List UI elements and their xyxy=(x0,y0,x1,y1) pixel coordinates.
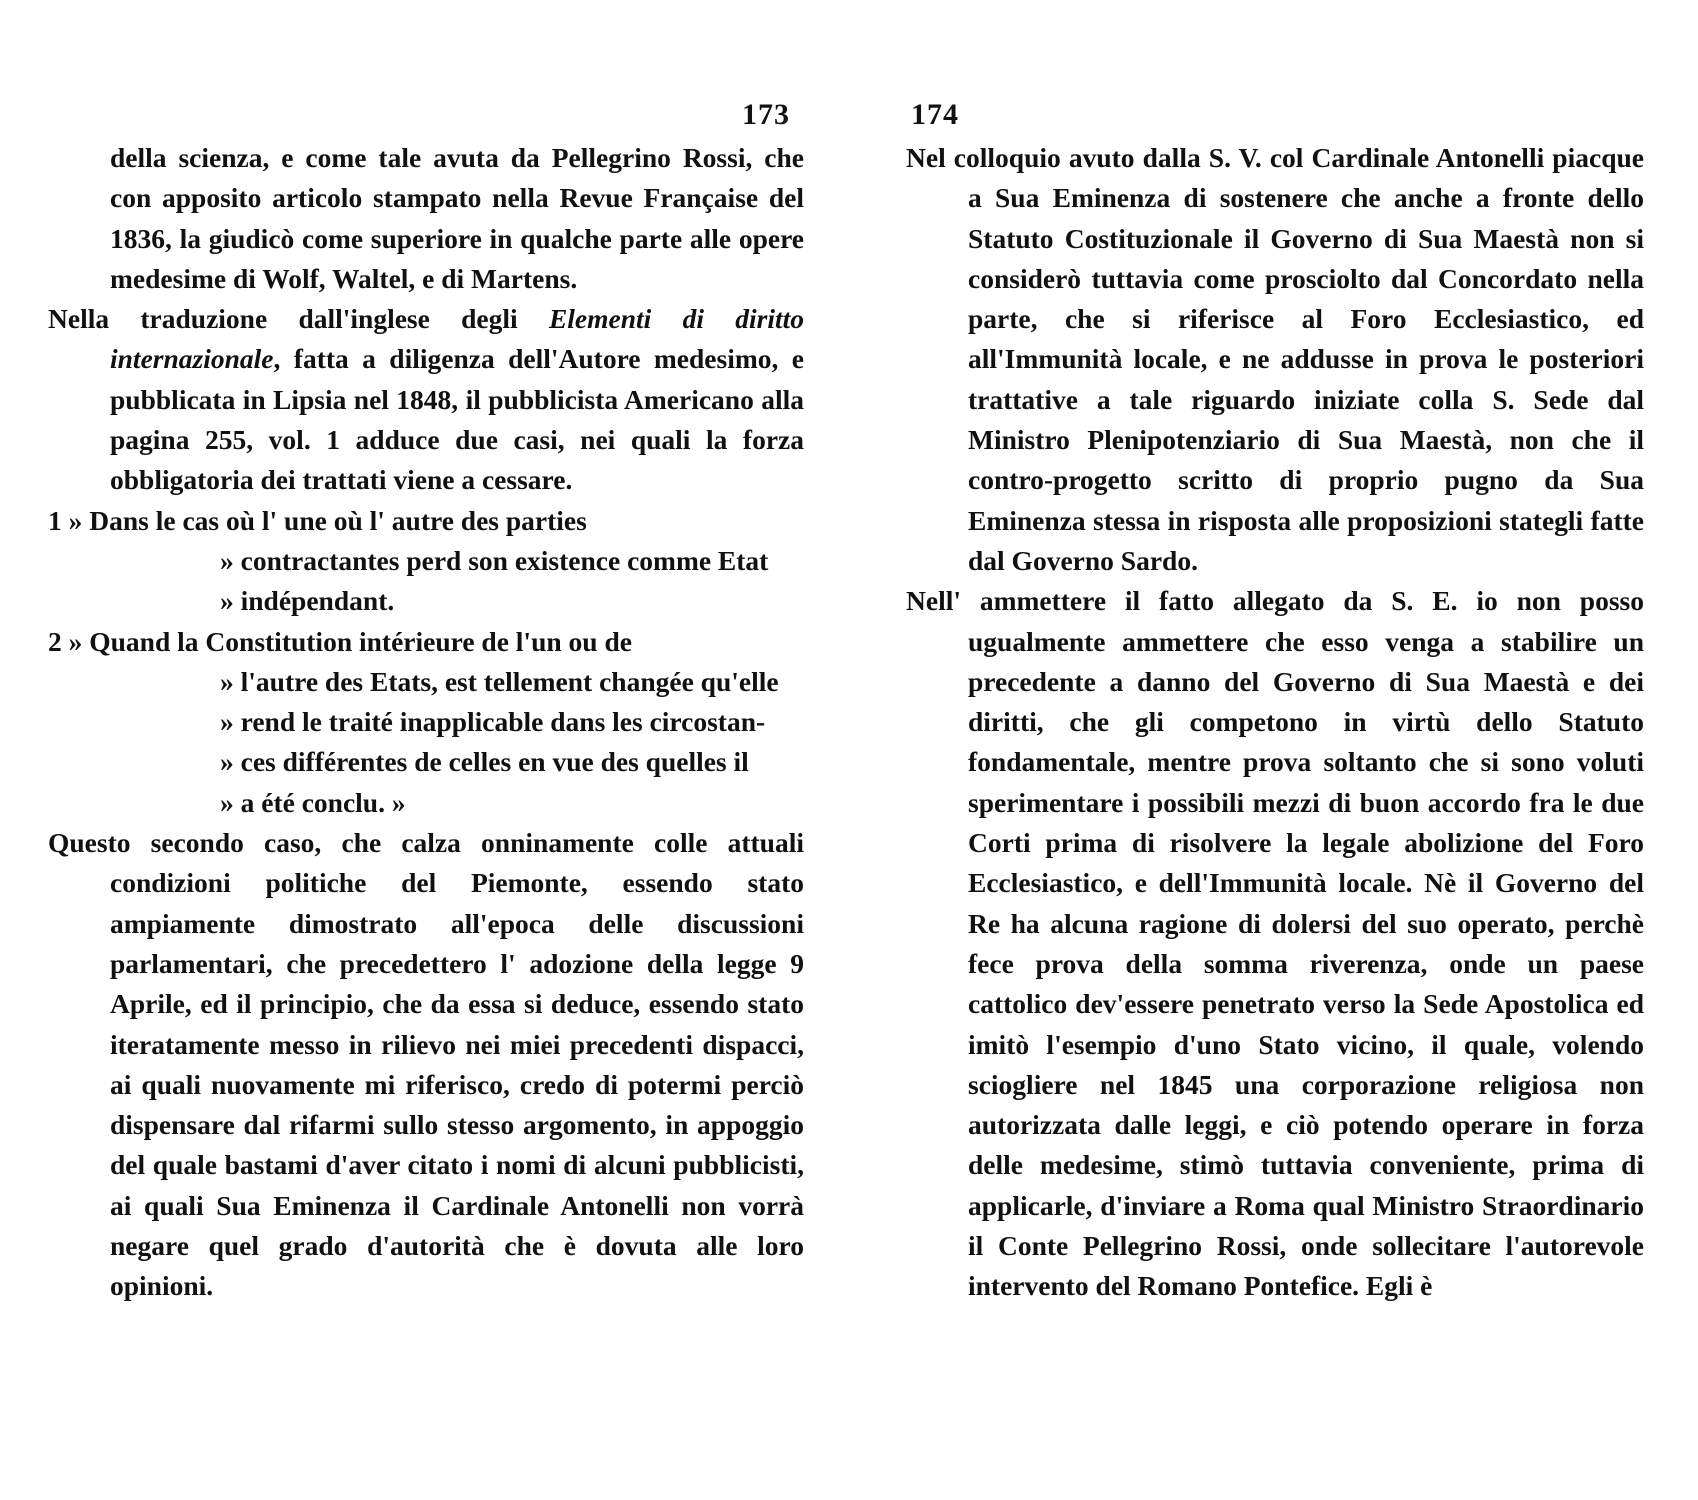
quote-line: » l'autre des Etats, est tellement changée qu'elle xyxy=(220,665,779,697)
quote-line: » rend le traité inapplicable dans les circostan- xyxy=(220,706,766,738)
left-paragraph-2-start: Nella traduzione dall'inglese degli xyxy=(48,303,549,335)
quote-line: » contractantes perd son existence comme Etat xyxy=(220,544,769,576)
quote-case-1 xyxy=(48,501,804,622)
quote-case-2 xyxy=(48,622,804,823)
page-number-right: 174 xyxy=(911,98,959,131)
right-page xyxy=(849,0,1698,1500)
left-paragraph-1: della scienza, e come tale avuta da Pellegrino Rossi, che con apposito articolo stampato nella Revue Française del 1836, la giudicò come superiore in qualche parte alle opere medesime di Wolf, Waltel, e di Martens. xyxy=(110,142,804,294)
book-title-italic: Elementi di diritto internazionale xyxy=(110,303,804,375)
quote-line: » ces différentes de celles en vue des quelles il xyxy=(220,746,749,778)
page-number-left: 173 xyxy=(742,98,790,131)
right-text-block xyxy=(906,138,1644,1307)
quote-line: 1 » Dans le cas où l' une où l' autre des parties xyxy=(48,504,587,536)
right-paragraph-2: Nell' ammettere il fatto allegato da S. E. io non posso ugualmente ammettere che esso venga a stabilire un precedente a danno del Governo di Sua Maestà e dei diritti, che gli competono in virtù dello Statuto fondamentale, mentre prova soltanto che si sono voluti sperimentare i possibili mezzi di buon accordo fra le due Corti prima di risolvere la legale abolizione del Foro Ecclesiastico, e dell'Immunità locale. Nè il Governo del Re ha alcuna ragione di dolersi del suo operato, perchè fece prova della somma riverenza, onde un paese cattolico dev'essere penetrato verso la Sede Apostolica ed imitò l'esempio d'uno Stato vicino, il quale, volendo sciogliere nel 1845 una corporazione religiosa non autorizzata dalle leggi, e ciò potendo operare in forza delle medesime, stimò tuttavia conveniente, prima di applicarle, d'inviare a Roma qual Ministro Straordinario il Conte Pellegrino Rossi, onde sollecitare l'autorevole intervento del Romano Pontefice. Egli è xyxy=(906,585,1644,1302)
right-paragraph-1: Nel colloquio avuto dalla S. V. col Cardinale Antonelli piacque a Sua Eminenza di sostenere che anche a fronte dello Statuto Costituzionale il Governo di Sua Maestà non si considerò tuttavia come prosciolto dal Concordato nella parte, che si riferisce al Foro Ecclesiastico, ed all'Immunità locale, e ne addusse in prova le posteriori trattative a tale riguardo iniziate colla S. Sede dal Ministro Plenipotenziario di Sua Maestà, non che il contro-progetto scritto di proprio pugno da Sua Eminenza stessa in risposta alle proposizioni stategli fatte dal Governo Sardo. xyxy=(906,142,1644,576)
quote-line: 2 » Quand la Constitution intérieure de l'un ou de xyxy=(48,625,632,657)
quote-line: » a été conclu. » xyxy=(220,786,406,818)
left-paragraph-2 xyxy=(48,299,804,500)
left-text-block xyxy=(48,138,804,1307)
left-paragraph-3: Questo secondo caso, che calza onninamente colle attuali condizioni politiche del Piemonte, essendo stato ampiamente dimostrato all'epoca delle discussioni parlamentari, che precedettero l' adozione della legge 9 Aprile, ed il principio, che da essa si deduce, essendo stato iteratamente messo in rilievo nei miei precedenti dispacci, ai quali nuovamente mi riferisco, credo di potermi perciò dispensare dal rifarmi sullo stesso argomento, in appoggio del quale bastami d'aver citato i nomi di alcuni pubblicisti, ai quali Sua Eminenza il Cardinale Antonelli non vorrà negare quel grado d'autorità che è dovuta alle loro opinioni. xyxy=(48,827,804,1302)
left-paragraph-2-end: , fatta a diligenza dell'Autore medesimo, e pubblicata in Lipsia nel 1848, il pubblicista Americano alla pagina 255, vol. 1 adduce due casi, nei quali la forza obbligatoria dei trattati viene a cessare. xyxy=(110,343,804,496)
quote-line: » indépendant. xyxy=(220,585,395,617)
